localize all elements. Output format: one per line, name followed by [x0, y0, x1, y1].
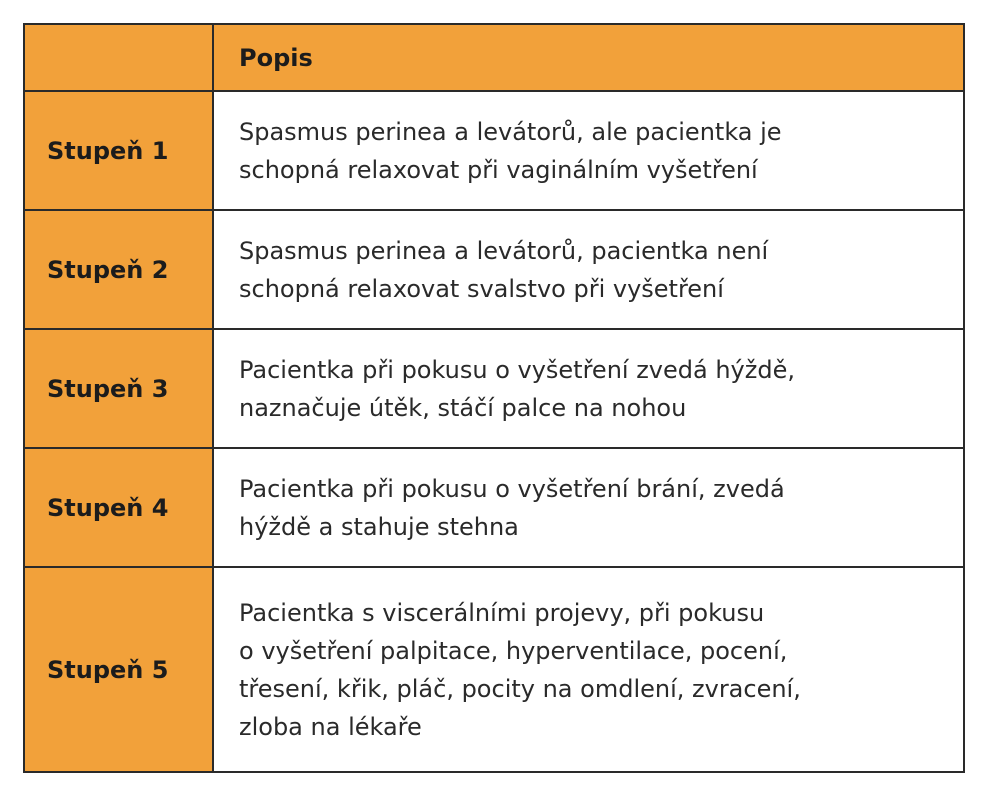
grade-description: [213, 567, 964, 772]
description-line: Spasmus perinea a levátorů, ale pacientka je: [239, 117, 782, 146]
description-line: hýždě a stahuje stehna: [239, 512, 519, 541]
description-line: zloba na lékaře: [239, 712, 422, 741]
description-line: Pacientka s viscerálními projevy, při pokusu: [239, 598, 765, 627]
description-line: Spasmus perinea a levátorů, pacientka není: [239, 236, 769, 265]
grade-label: Stupeň 4: [24, 448, 213, 567]
grade-description: [213, 210, 964, 329]
grade-label: Stupeň 3: [24, 329, 213, 448]
grade-label: Stupeň 1: [24, 91, 213, 210]
grade-label: Stupeň 2: [24, 210, 213, 329]
grade-description: [213, 91, 964, 210]
table-row: [24, 567, 964, 772]
table-row: [24, 91, 964, 210]
table-row: [24, 448, 964, 567]
description-line: Pacientka při pokusu o vyšetření zvedá hýždě,: [239, 355, 795, 384]
header-description-cell: Popis: [213, 24, 964, 91]
description-line: třesení, křik, pláč, pocity na omdlení, zvracení,: [239, 674, 801, 703]
table-header-row: [24, 24, 964, 91]
description-line: schopná relaxovat svalstvo při vyšetření: [239, 274, 724, 303]
description-line: o vyšetření palpitace, hyperventilace, pocení,: [239, 636, 788, 665]
grade-description: [213, 329, 964, 448]
grade-table: [23, 23, 965, 773]
grade-description: [213, 448, 964, 567]
grade-label: Stupeň 5: [24, 567, 213, 772]
table-row: [24, 329, 964, 448]
description-line: Pacientka při pokusu o vyšetření brání, zvedá: [239, 474, 785, 503]
table-row: [24, 210, 964, 329]
description-line: schopná relaxovat při vaginálním vyšetření: [239, 155, 758, 184]
description-line: naznačuje útěk, stáčí palce na nohou: [239, 393, 687, 422]
header-label-cell: [24, 24, 213, 91]
